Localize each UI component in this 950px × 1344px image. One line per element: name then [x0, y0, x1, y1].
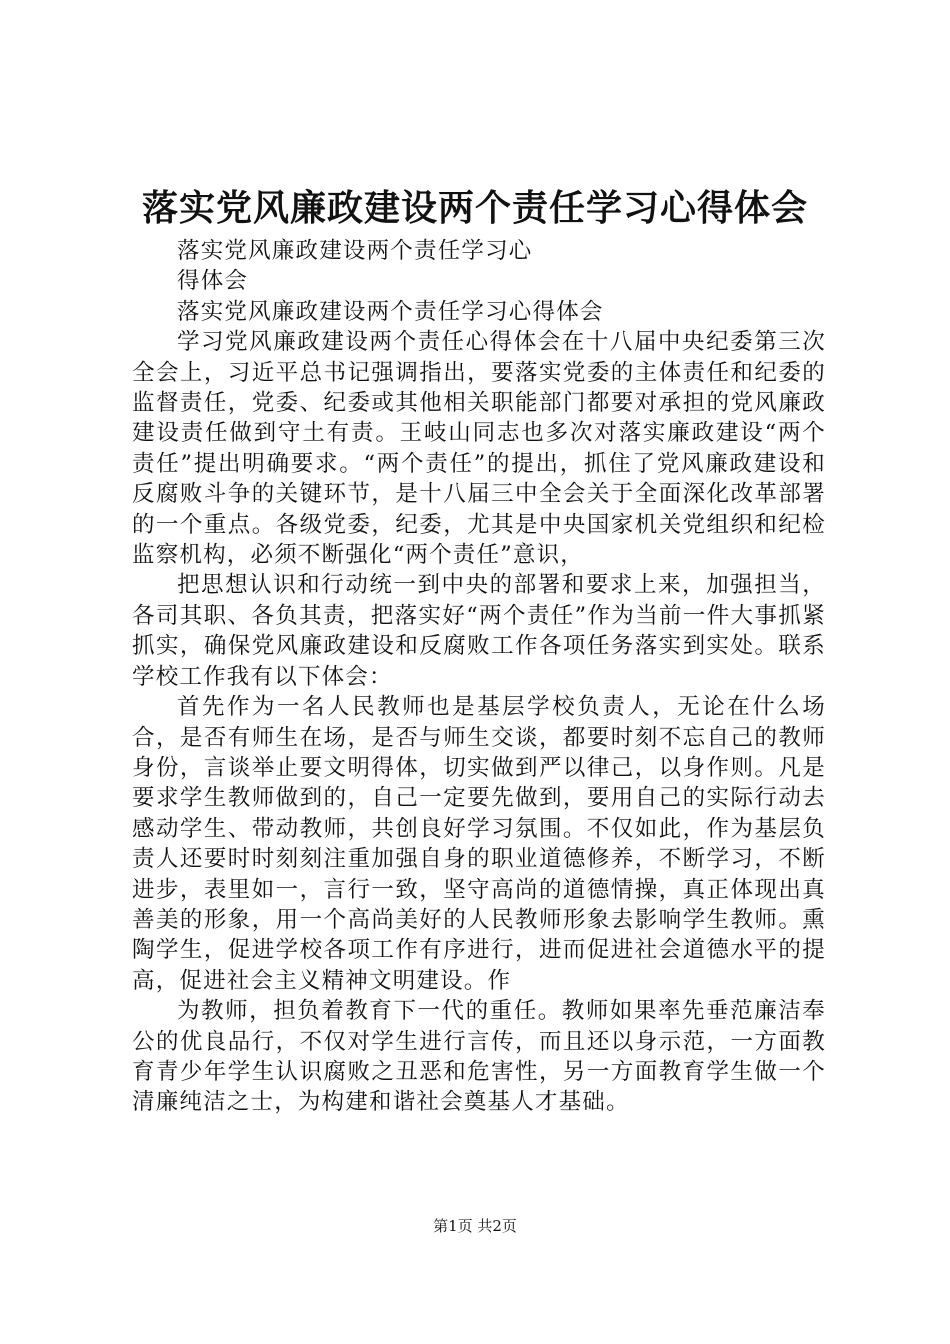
subtitle-line-2: 得体会	[177, 268, 249, 295]
document-title: 落实党风廉政建设两个责任学习心得体会	[141, 187, 808, 229]
subtitle-line-3: 落实党风廉政建设两个责任学习心得体会	[177, 298, 604, 325]
paragraph-4: 为教师，担负着教育下一代的重任。教师如果率先垂范廉洁奉公的优良品行，不仅对学生进行言传，而且还以身示范，一方面教育青少年学生认识腐败之丑恶和危害性，另一方面教育学生做一个清廉纯洁之士，为构建和谐社会奠基人才基础。	[132, 998, 826, 1116]
paragraph-1: 学习党风廉政建设两个责任心得体会在十八届中央纪委第三次全会上，习近平总书记强调指出，要落实党委的主体责任和纪委的监督责任，党委、纪委或其他相关职能部门都要对承担的党风廉政建设责任做到守土有责。王岐山同志也多次对落实廉政建设“两个责任”提出明确要求。“两个责任”的提出，抓住了党风廉政建设和反腐败斗争的关键环节，是十八届三中全会关于全面深化改革部署的一个重点。各级党委，纪委，尤其是中央国家机关党组织和纪检监察机构，必须不断强化“两个责任”意识，	[132, 329, 826, 569]
page-indicator: 第1页 共2页	[433, 1217, 517, 1235]
paragraph-2: 把思想认识和行动统一到中央的部署和要求上来，加强担当，各司其职、各负其责，把落实好“两个责任”作为当前一件大事抓紧抓实，确保党风廉政建设和反腐败工作各项任务落实到实处。联系学校工作我有以下体会：	[132, 572, 826, 690]
paragraph-3: 首先作为一名人民教师也是基层学校负责人，无论在什么场合，是否有师生在场，是否与师生交谈，都要时刻不忘自己的教师身份，言谈举止要文明得体，切实做到严以律己，以身作则。凡是要求学生教师做到的，自己一定要先做到，要用自己的实际行动去感动学生、带动教师，共创良好学习氛围。不仅如此，作为基层负责人还要时时刻刻注重加强自身的职业道德修养，不断学习，不断进步，表里如一，言行一致，坚守高尚的道德情操，真正体现出真善美的形象，用一个高尚美好的人民教师形象去影响学生教师。熏陶学生，促进学校各项工作有序进行，进而促进社会道德水平的提高，促进社会主义精神文明建设。作	[132, 694, 826, 994]
document-body	[132, 236, 826, 1118]
subtitle-line-1: 落实党风廉政建设两个责任学习心	[177, 238, 533, 264]
